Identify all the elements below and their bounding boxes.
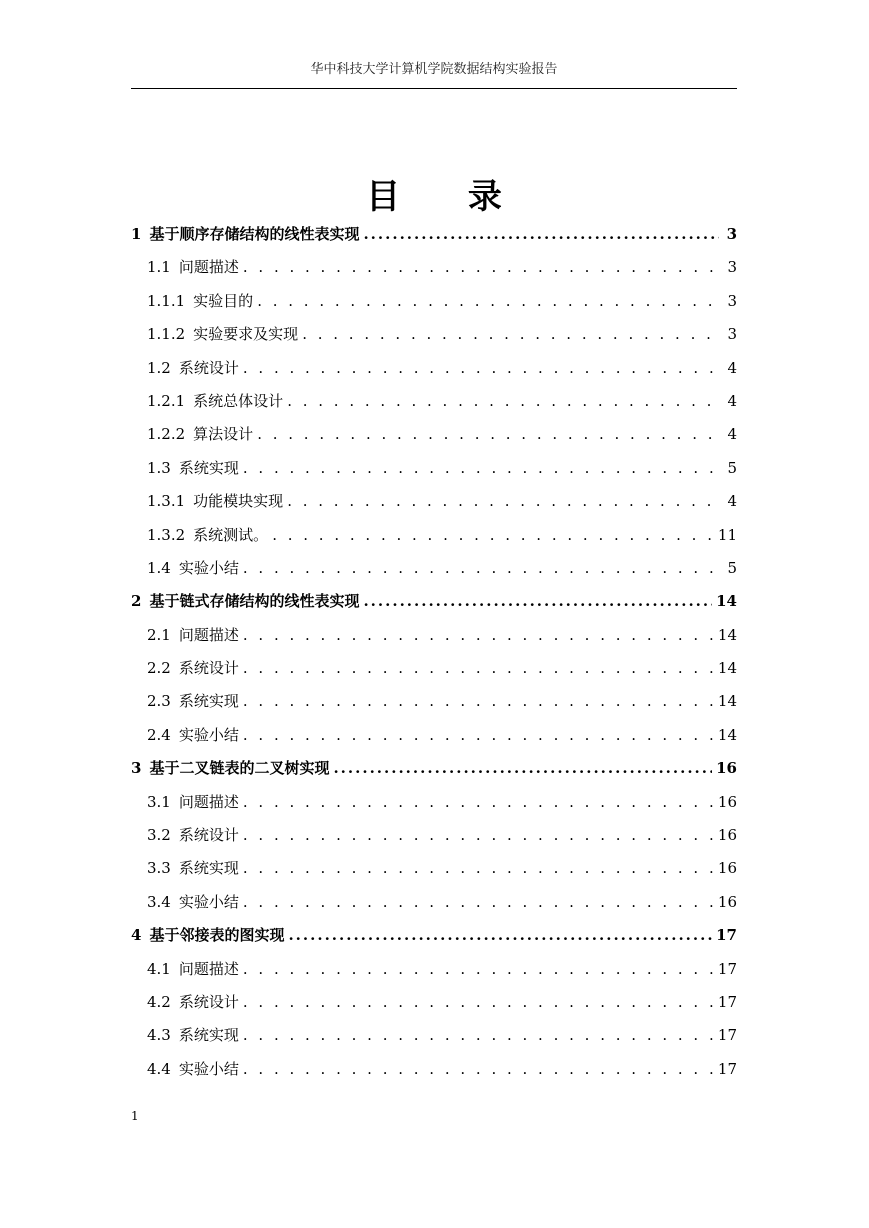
- toc-entry-page: 4: [727, 492, 737, 511]
- toc-entry-title: 实验目的: [193, 291, 254, 310]
- toc-entry[interactable]: [131, 687, 737, 720]
- toc-entry-page: 3: [727, 325, 737, 344]
- toc-entry-page: 14: [717, 659, 737, 678]
- toc-entry-number: 2.1: [147, 625, 171, 644]
- toc-entry-title: 实验要求及实现: [193, 325, 299, 344]
- toc-entry-number: 4.4: [147, 1059, 171, 1078]
- toc-entry-page: 14: [716, 592, 737, 611]
- toc-entry-page: 5: [727, 458, 737, 477]
- toc-entry-number: 1.2.2: [147, 425, 186, 444]
- toc-dot-leader: [243, 821, 714, 849]
- toc-entry[interactable]: [131, 220, 737, 253]
- toc-entry[interactable]: [131, 654, 737, 687]
- toc-entry-number: 1.3.2: [147, 525, 186, 544]
- toc-dot-leader: [287, 487, 719, 515]
- toc-dot-leader: [243, 253, 719, 281]
- toc-entry-title: 基于邻接表的图实现: [149, 926, 285, 945]
- toc-entry-page: 4: [727, 391, 737, 410]
- toc-entry-page: 17: [717, 1026, 737, 1045]
- toc-entry-page: 3: [727, 258, 737, 277]
- toc-entry-title: 实验小结: [178, 725, 239, 744]
- toc-entry[interactable]: [131, 988, 737, 1021]
- header-divider: [131, 88, 737, 89]
- toc-entry-number: 1.4: [147, 558, 171, 577]
- toc-entry-title: 系统测试。: [193, 525, 269, 544]
- toc-entry[interactable]: [131, 287, 737, 320]
- toc-entry-page: 3: [727, 291, 737, 310]
- toc-entry-number: 1.3: [147, 458, 171, 477]
- toc-entry[interactable]: [131, 821, 737, 854]
- toc-entry-title: 问题描述: [178, 959, 239, 978]
- toc-entry-page: 17: [716, 926, 737, 945]
- toc-dot-leader: [243, 888, 714, 916]
- toc-entry-title: 问题描述: [178, 258, 239, 277]
- toc-dot-leader: [243, 721, 714, 749]
- table-of-contents: [131, 220, 737, 1088]
- toc-dot-leader: [243, 621, 714, 649]
- toc-entry-number: 4.1: [147, 959, 171, 978]
- toc-entry[interactable]: [131, 587, 737, 620]
- toc-entry-number: 2.3: [147, 692, 171, 711]
- toc-entry-number: 4.3: [147, 1026, 171, 1045]
- toc-entry-page: 3: [726, 225, 737, 243]
- toc-entry-page: 4: [727, 425, 737, 444]
- toc-entry-page: 4: [727, 358, 737, 377]
- toc-entry[interactable]: [131, 487, 737, 520]
- toc-entry[interactable]: [131, 420, 737, 453]
- toc-entry-page: 14: [717, 625, 737, 644]
- toc-entry-page: 14: [717, 725, 737, 744]
- toc-dot-leader: [287, 387, 719, 415]
- toc-entry[interactable]: [131, 320, 737, 353]
- toc-dot-leader: [288, 921, 712, 949]
- toc-entry-number: 4.2: [147, 992, 171, 1011]
- toc-entry-number: 3.3: [147, 859, 171, 878]
- toc-entry-title: 系统设计: [178, 358, 239, 377]
- toc-dot-leader: [243, 687, 714, 715]
- toc-entry-title: 实验小结: [178, 558, 239, 577]
- toc-entry-page: 17: [717, 959, 737, 978]
- toc-entry-title: 系统实现: [178, 859, 239, 878]
- toc-entry[interactable]: [131, 955, 737, 988]
- toc-entry[interactable]: [131, 253, 737, 286]
- toc-entry-number: 2.4: [147, 725, 171, 744]
- toc-entry[interactable]: [131, 888, 737, 921]
- page-number: 1: [131, 1109, 139, 1123]
- toc-entry-number: 4: [131, 926, 142, 945]
- toc-entry[interactable]: [131, 788, 737, 821]
- toc-entry-number: 3: [131, 759, 142, 778]
- toc-dot-leader: [257, 287, 719, 315]
- toc-entry[interactable]: [131, 721, 737, 754]
- toc-entry[interactable]: [131, 354, 737, 387]
- toc-dot-leader: [243, 654, 714, 682]
- toc-entry[interactable]: [131, 554, 737, 587]
- toc-entry-title: 系统设计: [178, 826, 239, 845]
- toc-entry-number: 1.2: [147, 358, 171, 377]
- toc-dot-leader: [333, 754, 712, 782]
- toc-dot-leader: [243, 988, 714, 1016]
- toc-entry[interactable]: [131, 854, 737, 887]
- toc-entry-title: 系统实现: [178, 692, 239, 711]
- page-header: 华中科技大学计算机学院数据结构实验报告: [310, 62, 558, 77]
- toc-dot-leader: [243, 854, 714, 882]
- toc-entry-number: 2.2: [147, 659, 171, 678]
- toc-entry-title: 系统设计: [178, 992, 239, 1011]
- toc-dot-leader: [243, 454, 719, 482]
- toc-entry-title: 系统总体设计: [193, 391, 284, 410]
- toc-entry[interactable]: [131, 454, 737, 487]
- toc-entry-title: 实验小结: [178, 892, 239, 911]
- toc-entry-page: 14: [717, 692, 737, 711]
- toc-entry-title: 实验小结: [178, 1059, 239, 1078]
- toc-entry-number: 1.2.1: [147, 391, 186, 410]
- toc-entry-page: 16: [717, 859, 737, 878]
- toc-entry-page: 5: [727, 558, 737, 577]
- toc-entry-number: 1.1.2: [147, 325, 186, 344]
- toc-entry-page: 17: [717, 992, 737, 1011]
- toc-entry-title: 系统实现: [178, 458, 239, 477]
- toc-entry[interactable]: [131, 1021, 737, 1054]
- toc-entry-title: 功能模块实现: [193, 492, 284, 511]
- toc-dot-leader: [272, 521, 714, 549]
- toc-entry-title: 基于链式存储结构的线性表实现: [149, 592, 360, 611]
- toc-dot-leader: [243, 1021, 714, 1049]
- toc-entry-title: 系统设计: [178, 659, 239, 678]
- toc-dot-leader: [243, 1055, 714, 1083]
- toc-entry-page: 16: [717, 892, 737, 911]
- toc-dot-leader: [243, 354, 719, 382]
- toc-entry-page: 16: [717, 792, 737, 811]
- toc-entry-number: 1: [131, 225, 142, 243]
- toc-entry-title: 问题描述: [178, 625, 239, 644]
- toc-entry[interactable]: [131, 754, 737, 787]
- toc-title: 目 录: [366, 177, 530, 217]
- toc-entry[interactable]: [131, 921, 737, 954]
- toc-dot-leader: [257, 420, 719, 448]
- toc-entry-number: 1.1.1: [147, 291, 186, 310]
- toc-dot-leader: [243, 554, 719, 582]
- toc-entry-page: 16: [717, 826, 737, 845]
- toc-entry-title: 基于二叉链表的二叉树实现: [149, 759, 330, 778]
- toc-dot-leader: [363, 220, 719, 248]
- toc-entry[interactable]: [131, 1055, 737, 1088]
- toc-entry[interactable]: [131, 387, 737, 420]
- toc-entry-number: 1.1: [147, 258, 171, 277]
- toc-entry-page: 16: [716, 759, 737, 778]
- toc-entry-title: 基于顺序存储结构的线性表实现: [149, 225, 360, 243]
- toc-entry-title: 问题描述: [178, 792, 239, 811]
- toc-entry-number: 3.1: [147, 792, 171, 811]
- toc-entry-number: 3.2: [147, 826, 171, 845]
- toc-entry-page: 17: [717, 1059, 737, 1078]
- toc-dot-leader: [363, 587, 712, 615]
- toc-entry[interactable]: [131, 621, 737, 654]
- toc-entry-title: 算法设计: [193, 425, 254, 444]
- toc-entry-number: 1.3.1: [147, 492, 186, 511]
- toc-entry-title: 系统实现: [178, 1026, 239, 1045]
- toc-dot-leader: [243, 788, 714, 816]
- toc-entry-number: 3.4: [147, 892, 171, 911]
- toc-entry[interactable]: [131, 521, 737, 554]
- toc-entry-page: 11: [717, 525, 737, 544]
- toc-dot-leader: [243, 955, 714, 983]
- toc-entry-number: 2: [131, 592, 142, 611]
- toc-dot-leader: [302, 320, 719, 348]
